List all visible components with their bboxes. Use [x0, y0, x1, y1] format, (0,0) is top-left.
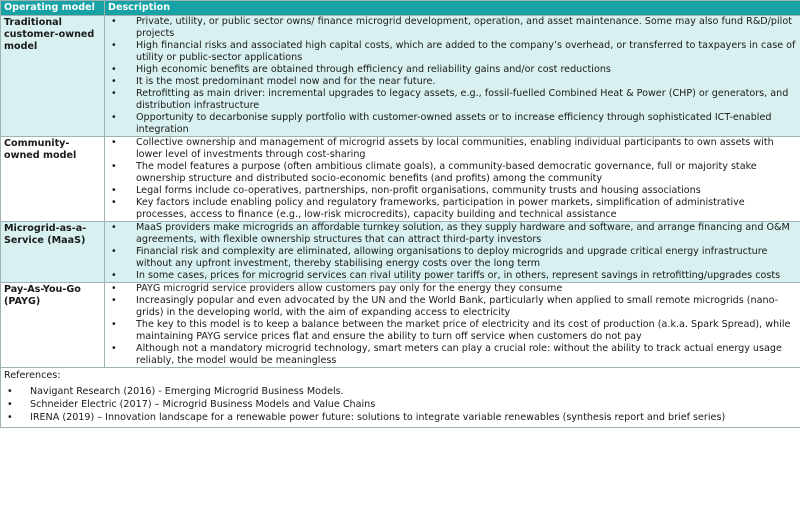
reference-item: • Navigant Research (2016) - Emerging Microgrid Business Models.: [4, 386, 797, 398]
bullet-item: • In some cases, prices for microgrid services can rival utility power tariffs or, in others, represent savings in retrofitting/upgrades costs: [108, 270, 797, 282]
table-row: [1, 222, 800, 283]
table-row: [1, 16, 800, 137]
header-description: Description: [105, 1, 800, 16]
model-description: [105, 222, 800, 283]
model-description: [105, 16, 800, 137]
bullet-item: • Increasingly popular and even advocated by the UN and the World Bank, particularly when applied to small remote microgrids (nano-grids) in the developing world, with the aim of expanding access to electricity: [108, 295, 797, 319]
model-description: [105, 283, 800, 368]
bullet-item: • MaaS providers make microgrids an affordable turnkey solution, as they supply hardware and software, and arrange financing and O&M agreements, with flexible ownership structures that can attract third-party investors: [108, 222, 797, 246]
bullet-item: • High financial risks and associated high capital costs, which are added to the company’s overhead, or transferred to taxpayers in case of utility or public-sector applications: [108, 40, 797, 64]
references-row: [1, 368, 800, 428]
bullet-item: • Opportunity to decarbonise supply portfolio with customer-owned assets or to increase efficiency through sophisticated ICT-enabled integration: [108, 112, 797, 136]
model-description: [105, 137, 800, 222]
bullet-item: • The key to this model is to keep a balance between the market price of electricity and its cost of production (a.k.a. Spark Spread), while maintaining PAYG service prices flat and ensure the ability to turn off service when customers do not pay: [108, 319, 797, 343]
bullet-item: • Private, utility, or public sector owns/ finance microgrid development, operation, and asset maintenance. Some may also fund R&D/pilot projects: [108, 16, 797, 40]
table-header-row: [1, 1, 800, 16]
bullet-item: • Legal forms include co-operatives, partnerships, non-profit organisations, community trusts and housing associations: [108, 185, 797, 197]
model-name: Community-owned model: [1, 137, 105, 222]
model-name: Traditional customer-owned model: [1, 16, 105, 137]
references-list: [4, 386, 797, 424]
bullet-item: • Although not a mandatory microgrid technology, smart meters can play a crucial role: without the ability to track actual energy usage reliably, the model would be meaningless: [108, 343, 797, 367]
table-row: [1, 283, 800, 368]
bullet-list: [108, 16, 797, 136]
bullet-item: • Key factors include enabling policy and regulatory frameworks, participation in power markets, simplification of administrative processes, access to finance (e.g., low-risk microcredits), capacity building and technical assistance: [108, 197, 797, 221]
reference-item: • Schneider Electric (2017) – Microgrid Business Models and Value Chains: [4, 399, 797, 411]
bullet-item: • Collective ownership and management of microgrid assets by local communities, enabling individual participants to own assets with lower level of investments through cost-sharing: [108, 137, 797, 161]
model-name: Microgrid-as-a-Service (MaaS): [1, 222, 105, 283]
references-title: References:: [4, 370, 61, 381]
bullet-item: • The model features a purpose (often ambitious climate goals), a community-based democratic governance, full or majority stake ownership structure and distributed socio-economic benefits (and profits) among the community: [108, 161, 797, 185]
header-operating-model: Operating model: [1, 1, 105, 16]
bullet-item: • It is the most predominant model now and for the near future.: [108, 76, 797, 88]
bullet-list: [108, 137, 797, 221]
table-row: [1, 137, 800, 222]
bullet-list: [108, 283, 797, 367]
bullet-item: • PAYG microgrid service providers allow customers pay only for the energy they consume: [108, 283, 797, 295]
references-cell: [1, 368, 800, 428]
reference-item: • IRENA (2019) – Innovation landscape for a renewable power future: solutions to integrate variable renewables (synthesis report and brief series): [4, 412, 797, 424]
bullet-item: • Financial risk and complexity are eliminated, allowing organisations to deploy microgrids and upgrade critical energy infrastructure without any upfront investment, thereby stabilising energy costs over the long term: [108, 246, 797, 270]
bullet-item: • High economic benefits are obtained through efficiency and reliability gains and/or cost reductions: [108, 64, 797, 76]
model-name: Pay-As-You-Go (PAYG): [1, 283, 105, 368]
bullet-item: • Retrofitting as main driver: incremental upgrades to legacy assets, e.g., fossil-fuelled Combined Heat & Power (CHP) or generators, and distribution infrastructure: [108, 88, 797, 112]
bullet-list: [108, 222, 797, 282]
